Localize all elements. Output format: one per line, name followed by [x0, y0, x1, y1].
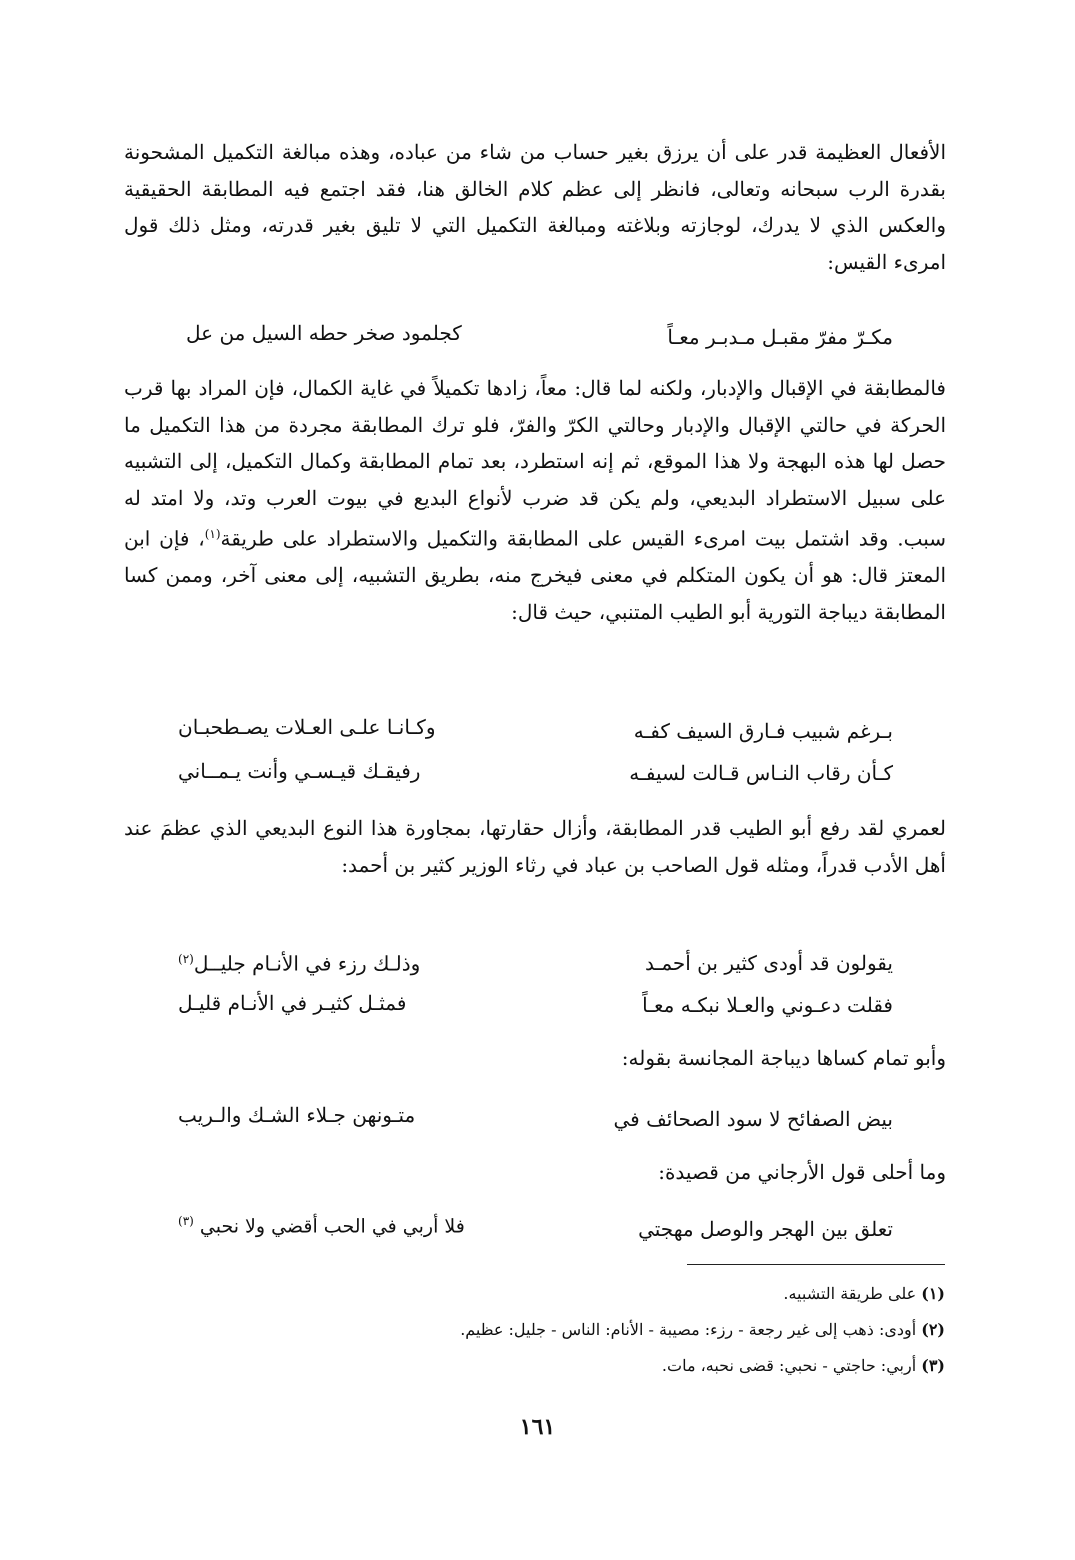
- verse-2-line-1-hemistich-2: وكـانـا علـى العـلات يصـطحبـان: [178, 715, 436, 739]
- paragraph-2-text: فالمطابقة في الإقبال والإدبار، ولكنه لما قال: معاً، زادها تكميلاً في غاية الكمال، فإن المراد بها قرب الحركة في حالتي الإقبال والإدبار وحالتي الكرّ والفرّ، فلو ترك المطابقة مجردة من هذا التكميل ما حصل لها هذه البهجة ولا هذا الموقع، ثم إنه استطرد، بعد تمام المطابقة وكمال التكميل، إلى التشبيه على سبيل الاستطراد البديعي، ولم يكن قد ضرب لأنواع البديع في بيوت العرب وتد، ولا امتد له سبب. وقد اشتمل بيت امرىء القيس على المطابقة والتكميل والاستطراد على طريقة: [124, 376, 947, 551]
- paragraph-2: [124, 370, 946, 630]
- verse-3-line-1-hemistich-1: يقولون قد أودى كثير بن أحمـد: [644, 951, 893, 975]
- footnote-ref-1: (١): [204, 527, 221, 541]
- verse-4-hemistich-1: بيض الصفائح لا سود الصحائف في: [613, 1107, 893, 1131]
- verse-3-line-1-text: وذلـك رزء في الأنـام جليــل: [193, 951, 421, 976]
- footnote-3-number: (٣): [921, 1356, 945, 1375]
- verse-2-line-2-hemistich-1: كـأن رقاب النـاس قـالت لسيفـه: [629, 761, 893, 785]
- verse-5-hemistich-2: [178, 1206, 465, 1241]
- paragraph-5: وما أحلى قول الأرجاني من قصيدة:: [658, 1160, 946, 1184]
- footnote-ref-2: (٢): [178, 952, 194, 966]
- footnote-ref-3: (٣): [178, 1214, 194, 1228]
- footnote-1-text: على طريقة التشبيه.: [783, 1284, 917, 1303]
- verse-4-hemistich-2: متـونهن جـلاء الشـك والـريب: [178, 1103, 416, 1127]
- verse-1-hemistich-2: كجلمود صخر حطه السيل من عل: [186, 321, 462, 345]
- verse-1-hemistich-1: مكـرّ مفرّ مقبـل مـدبـر معـاً: [667, 325, 893, 349]
- verse-3-line-2-hemistich-2: فمثـل كثيـر في الأنـام قليـل: [178, 991, 407, 1015]
- paragraph-2-end: ، فإن ابن المعتز قال: هو أن يكون المتكلم في معنى فيخرج منه، بطريق التشبيه، إلى معنى آخر، وممن كسا المطابقة ديباجة التورية أبو الطيب المتنبي، حيث قال:: [124, 526, 946, 624]
- footnote-3: [662, 1356, 945, 1375]
- footnote-1: [783, 1284, 945, 1303]
- verse-5-text: فلا أربي في الحب أقضي ولا نحبي: [199, 1215, 465, 1238]
- verse-3-line-2-hemistich-1: فقلت دعـوني والعـلا نبكـه معـاً: [642, 993, 893, 1017]
- footnote-1-number: (١): [921, 1284, 945, 1303]
- footnote-separator: [687, 1264, 945, 1265]
- footnote-3-text: أربي: حاجتي - نحبي: قضى نحبه، مات.: [661, 1356, 917, 1375]
- footnote-2: [460, 1320, 945, 1339]
- paragraph-3: لعمري لقد رفع أبو الطيب قدر المطابقة، وأزال حقارتها، بمجاورة هذا النوع البديعي الذي عظمَ عند أهل الأدب قدراً، ومثله قول الصاحب بن عباد في رثاء الوزير كثير بن أحمد:: [124, 816, 946, 877]
- verse-5-hemistich-1: تعلق بين الهجر والوصل مهجتي: [638, 1217, 893, 1241]
- verse-2-line-1-hemistich-1: بـرغم شبيب فـارق السيف كفـه: [633, 719, 893, 743]
- page-number: ١٦١: [519, 1414, 556, 1440]
- footnote-2-number: (٢): [921, 1320, 945, 1339]
- footnote-2-text: أودى: ذهب إلى غير رجعة - رزء: مصيبة - الأنام: الناس - جليل: عظيم.: [460, 1320, 917, 1339]
- paragraph-4: وأبو تمام كساها ديباجة المجانسة بقوله:: [621, 1046, 946, 1070]
- paragraph-1: الأفعال العظيمة قدر على أن يرزق بغير حساب من شاء من عباده، وهذه مبالغة التكميل المشحونة بقدرة الرب سبحانه وتعالى، فانظر إلى عظم كلام الخالق هنا، فقد اجتمع فيه المطابقة الحقيقية والعكس الذي لا يدرك، لوجازته وبلاغته ومبالغة التكميل التي لا تليق بغير قدرته، ومثل ذلك قول امرىء القيس:: [124, 140, 946, 274]
- verse-2-line-2-hemistich-2: رفيقـك قيـسـي وأنت يـمــاني: [178, 759, 421, 783]
- verse-3-line-1-hemistich-2: [178, 944, 420, 979]
